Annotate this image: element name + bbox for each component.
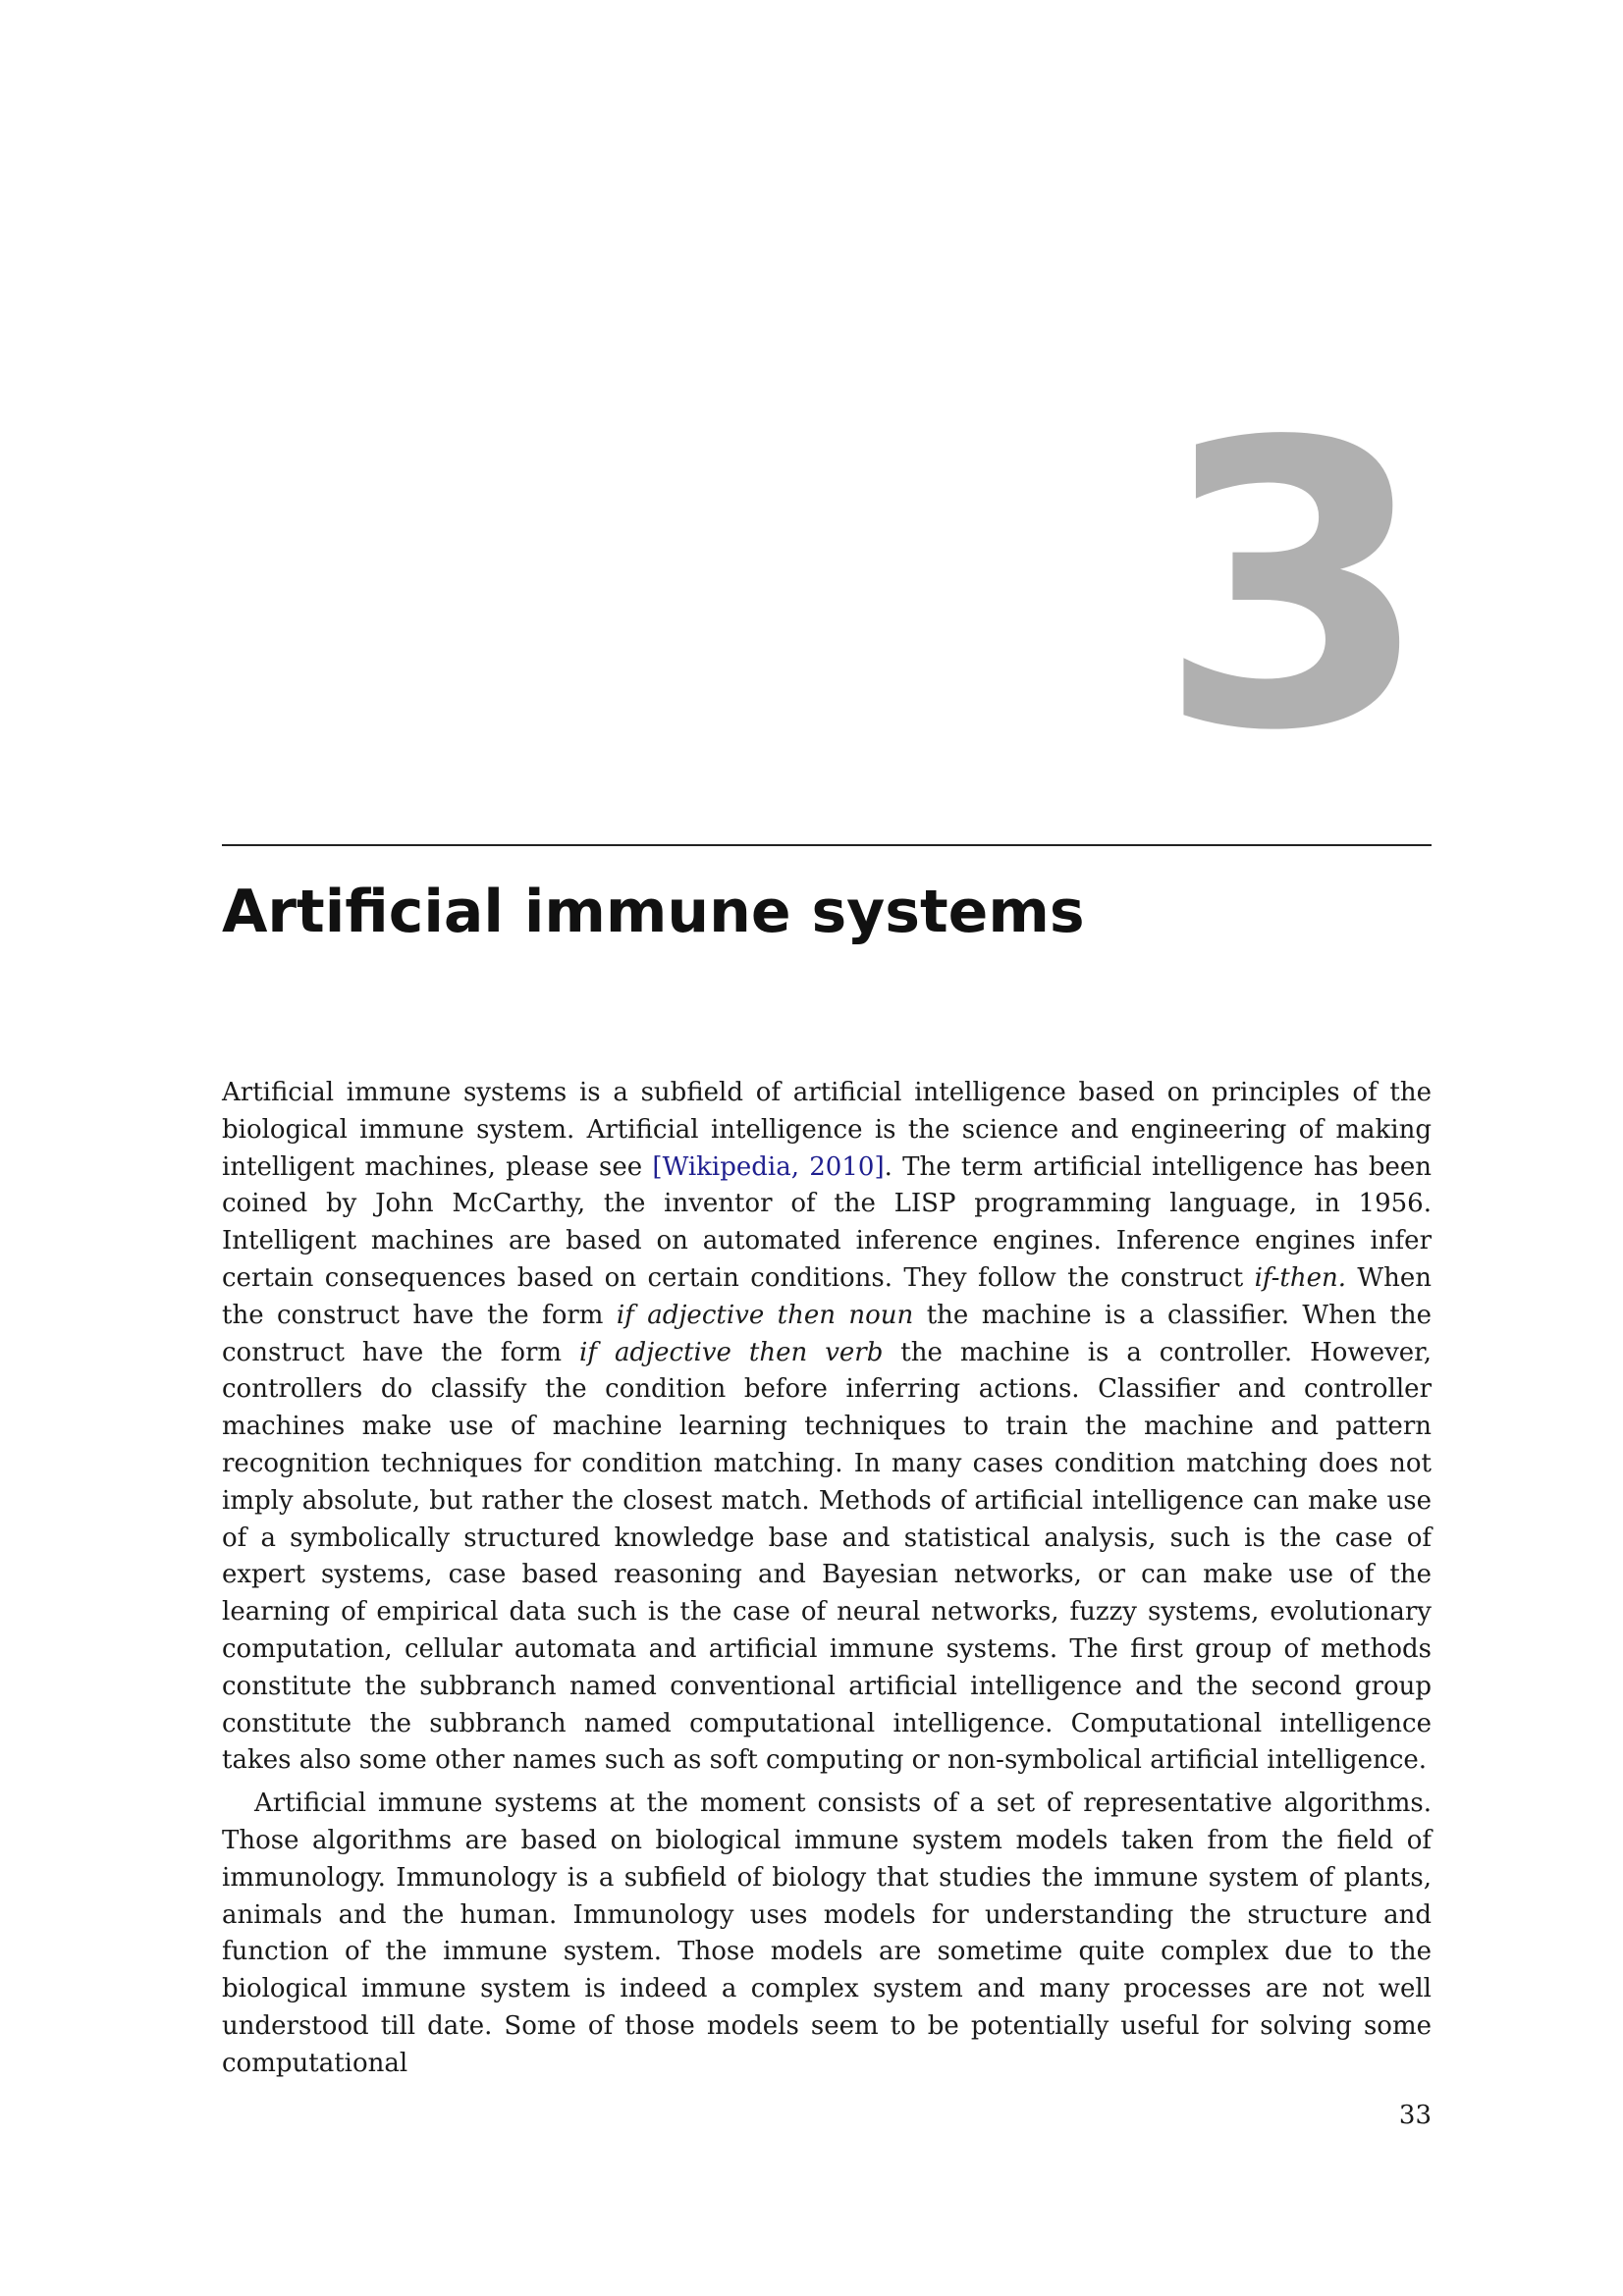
chapter-title: Artificial immune systems bbox=[222, 878, 1085, 946]
chapter-number: 3 bbox=[1157, 360, 1431, 817]
paragraph-1-text-c: When the construct have the form bbox=[222, 1262, 1432, 1330]
paragraph-1-text-b: . The term artificial intelligence has been coined by John McCarthy, the inventor of the LISP programming language, in 1956. Intelligent machines are based on automated inference engines. Inference engines infer certain consequences based on certain conditions. They follow the construct bbox=[222, 1151, 1432, 1293]
emphasis-if-adjective-then-noun: if adjective then noun bbox=[616, 1300, 914, 1330]
paragraph-1-text-d: the machine is a classifier. When the construct have the form bbox=[222, 1300, 1432, 1367]
citation-wikipedia-2010[interactable] bbox=[652, 1152, 884, 1182]
emphasis-if-then: if-then. bbox=[1254, 1262, 1346, 1293]
citation-separator: , bbox=[790, 1151, 810, 1182]
citation-author-link[interactable]: Wikipedia bbox=[662, 1151, 791, 1182]
citation-year-link[interactable]: 2010 bbox=[809, 1151, 875, 1182]
citation-open-bracket: [ bbox=[652, 1151, 663, 1182]
paragraph-1 bbox=[222, 1075, 1432, 1780]
body-text bbox=[222, 1075, 1432, 2083]
emphasis-if-adjective-then-verb: if adjective then verb bbox=[579, 1337, 884, 1367]
paragraph-1-text-e: the machine is a controller. However, controllers do classify the condition before inferring actions. Classifier and controller machines make use of machine learning techniques to train the machine and pattern recognition techniques for condition matching. In many cases condition matching does not imply absolute, but rather the closest match. Methods of artificial intelligence can make use of a symbolically structured knowledge base and statistical analysis, such is the case of expert systems, case based reasoning and Bayesian networks, or can make use of the learning of empirical data such is the case of neural networks, fuzzy systems, evolutionary computation, cellular automata and artificial immune systems. The first group of methods constitute the subbranch named conventional artificial intelligence and the second group constitute the subbranch named computational intelligence. Computational intelligence takes also some other names such as soft computing or non-symbolical artificial intelligence. bbox=[222, 1337, 1432, 1776]
paragraph-1-text-a: Artificial immune systems is a subfield of artificial intelligence based on principles of the biological immune system. Artificial intelligence is the science and engineering of making intelligent machines, please see bbox=[222, 1078, 1432, 1182]
page-number: 33 bbox=[1398, 2101, 1432, 2130]
paragraph-2: Artificial immune systems at the moment consists of a set of representative algorithms. Those algorithms are based on biological immune system models taken from the field of immunology. Immunology is a subfield of biology that studies the immune system of plants, animals and the human. Immunology uses models for understanding the structure and function of the immune system. Those models are sometime quite complex due to the biological immune system is indeed a complex system and many processes are not well understood till date. Some of those models seem to be potentially useful for solving some computational bbox=[222, 1789, 1432, 2078]
chapter-rule bbox=[222, 844, 1432, 846]
citation-close-bracket: ] bbox=[874, 1151, 885, 1182]
